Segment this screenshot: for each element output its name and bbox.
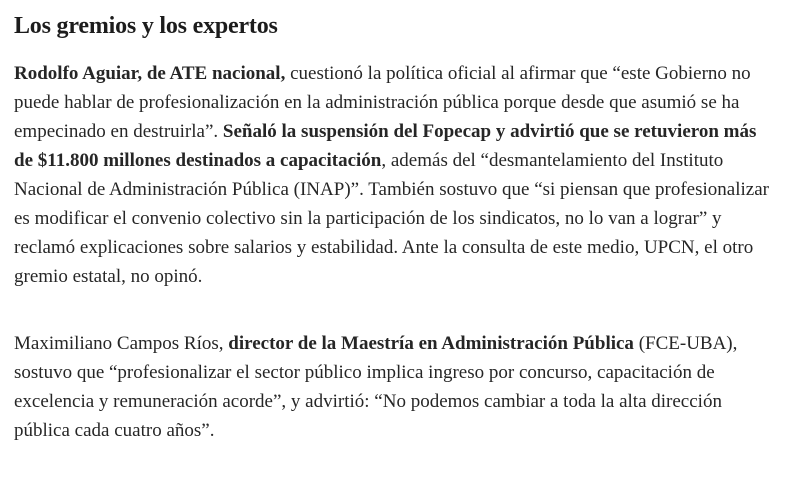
text-run: Maximiliano Campos Ríos, xyxy=(14,333,229,355)
paragraph-expertos xyxy=(14,329,776,445)
paragraph-gremios xyxy=(14,59,776,291)
text-run-bold: Señaló la suspensión del Fopecap y advirtió que se retuvieron más de $11.800 millones destinados a capacitación xyxy=(14,121,757,172)
text-run: , además del “desmantelamiento del Instituto Nacional de Administración Pública (INAP)”. También sostuvo que “si piensan que profesionalizar es modificar el convenio colectivo sin la participación de los sindicatos, no lo van a lograr” y reclamó explicaciones sobre salarios y estabilidad. Ante la consulta de este medio, UPCN, el otro gremio estatal, no opinó. xyxy=(14,150,769,288)
text-run: (FCE-UBA), sostuvo que “profesionalizar el sector público implica ingreso por concurso, capacitación de excelencia y remuneración acorde”, y advirtió: “No podemos cambiar a toda la alta dirección pública cada cuatro años”. xyxy=(14,333,738,442)
text-run: cuestionó la política oficial al afirmar que “este Gobierno no puede hablar de profesionalización en la administración pública porque desde que asumió se ha empecinado en destruirla”. xyxy=(14,63,751,143)
text-run-bold: Rodolfo Aguiar, de ATE nacional, xyxy=(14,63,286,85)
text-run-bold: director de la Maestría en Administración Pública xyxy=(228,333,634,355)
section-heading: Los gremios y los expertos xyxy=(14,13,278,39)
